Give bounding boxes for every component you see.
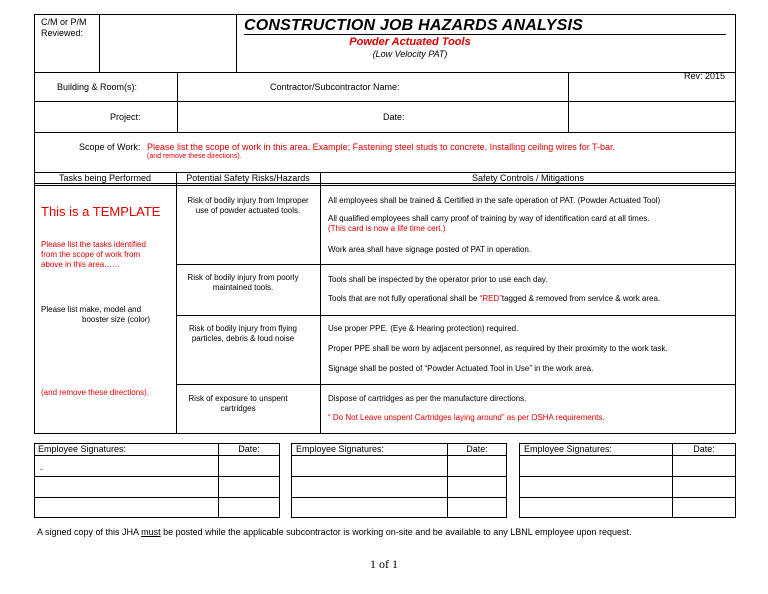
signature-date-label: Date: xyxy=(466,444,488,454)
risk-cell: Risk of exposure to unspent cartridges xyxy=(188,394,288,413)
row-divider xyxy=(176,315,736,316)
project-label: Project: xyxy=(110,112,141,122)
scope-text: Please list the scope of work in this area. Example; Fastening steel studs to concrete. Installing ceiling wires for T-bar. xyxy=(147,142,616,152)
risk-cell: Risk of bodily injury from poorly maintained tools. xyxy=(187,273,299,292)
control-text: All employees shall be trained & Certified in the safe operation of PAT. (Powder Actuated Tool) xyxy=(328,196,661,205)
risk-cell: Risk of bodily injury from Improper use of powder actuated tools. xyxy=(187,196,309,215)
date-label: Date: xyxy=(383,112,405,122)
column-header-controls: Safety Controls / Mitigations xyxy=(471,173,585,183)
title-underline xyxy=(244,34,726,35)
control-text: Dispose of cartridges as per the manufacture directions. xyxy=(328,394,527,403)
signature-date-label: Date: xyxy=(693,444,715,454)
column-header-risks: Potential Safety Risks/Hazards xyxy=(186,173,310,183)
column-header-tasks: Tasks being Performed xyxy=(58,173,152,183)
template-title: This is a TEMPLATE xyxy=(41,204,161,219)
control-text: Use proper PPE. (Eye & Hearing protection) required. xyxy=(328,324,519,333)
divider xyxy=(34,101,736,102)
divider xyxy=(34,455,280,456)
scope-label: Scope of Work: xyxy=(79,142,141,152)
divider xyxy=(291,497,507,498)
make-model-instructions: Please list make, model and booster size (color) xyxy=(41,305,151,324)
signature-mark: - xyxy=(40,464,43,474)
subtitle: Powder Actuated Tools xyxy=(349,36,471,48)
risk-cell: Risk of bodily injury from flying particles, debris & loud noise xyxy=(188,324,298,343)
divider xyxy=(99,14,100,72)
reviewed-label: C/M or P/M Reviewed: xyxy=(41,17,87,38)
divider xyxy=(176,172,177,434)
divider xyxy=(34,132,736,133)
scope-note: (and remove these directions). xyxy=(147,153,242,160)
posting-notice: A signed copy of this JHA must be posted while the applicable subcontractor is working on-site and be available to any LBNL employee upon request. xyxy=(37,527,632,537)
divider xyxy=(519,455,736,456)
signature-date-label: Date: xyxy=(238,444,260,454)
remove-directions: (and remove these directions). xyxy=(41,388,150,397)
row-divider xyxy=(176,384,736,385)
revision: Rev: 2015 xyxy=(684,71,726,81)
signature-label: Employee Signatures: xyxy=(524,444,613,454)
signature-label: Employee Signatures: xyxy=(296,444,385,454)
template-instructions: Please list the tasks identified from the scope of work from above in this area…… xyxy=(41,240,146,269)
divider xyxy=(291,455,507,456)
row-divider xyxy=(176,264,736,265)
control-text: Tools shall be inspected by the operator prior to use each day. xyxy=(328,275,548,284)
divider xyxy=(519,497,736,498)
control-text-note: (This card is now a life time cert.) xyxy=(328,224,446,233)
control-text: All qualified employees shall carry proof of training by way of identification card at all times. xyxy=(328,214,650,223)
divider xyxy=(568,72,569,132)
control-text: Proper PPE shall be worn by adjacent personnel, as required by their proximity to the work task. xyxy=(328,344,668,353)
building-label: Building & Room(s): xyxy=(57,82,138,92)
signature-label: Employee Signatures: xyxy=(38,444,127,454)
control-text-note: “ Do Not Leave unspent Cartridges laying around” as per OSHA requirements. xyxy=(328,413,605,422)
divider xyxy=(34,497,280,498)
control-text: Signage shall be posted of “Powder Actuated Tool in Use” in the work area. xyxy=(328,364,594,373)
page-number: 1 of 1 xyxy=(370,557,398,571)
control-text: Work area shall have signage posted of PAT in operation. xyxy=(328,245,532,254)
control-text: Tools that are not fully operational shall be “RED”tagged & removed from service & work area. xyxy=(328,294,661,303)
divider xyxy=(34,72,736,73)
divider xyxy=(320,172,321,434)
contractor-label: Contractor/Subcontractor Name: xyxy=(270,82,400,92)
divider xyxy=(34,185,736,186)
page-title: CONSTRUCTION JOB HAZARDS ANALYSIS xyxy=(244,17,584,34)
divider xyxy=(291,476,507,477)
divider xyxy=(177,72,178,132)
divider xyxy=(519,476,736,477)
subtitle-2: (Low Velocity PAT) xyxy=(372,49,448,59)
divider xyxy=(34,476,280,477)
